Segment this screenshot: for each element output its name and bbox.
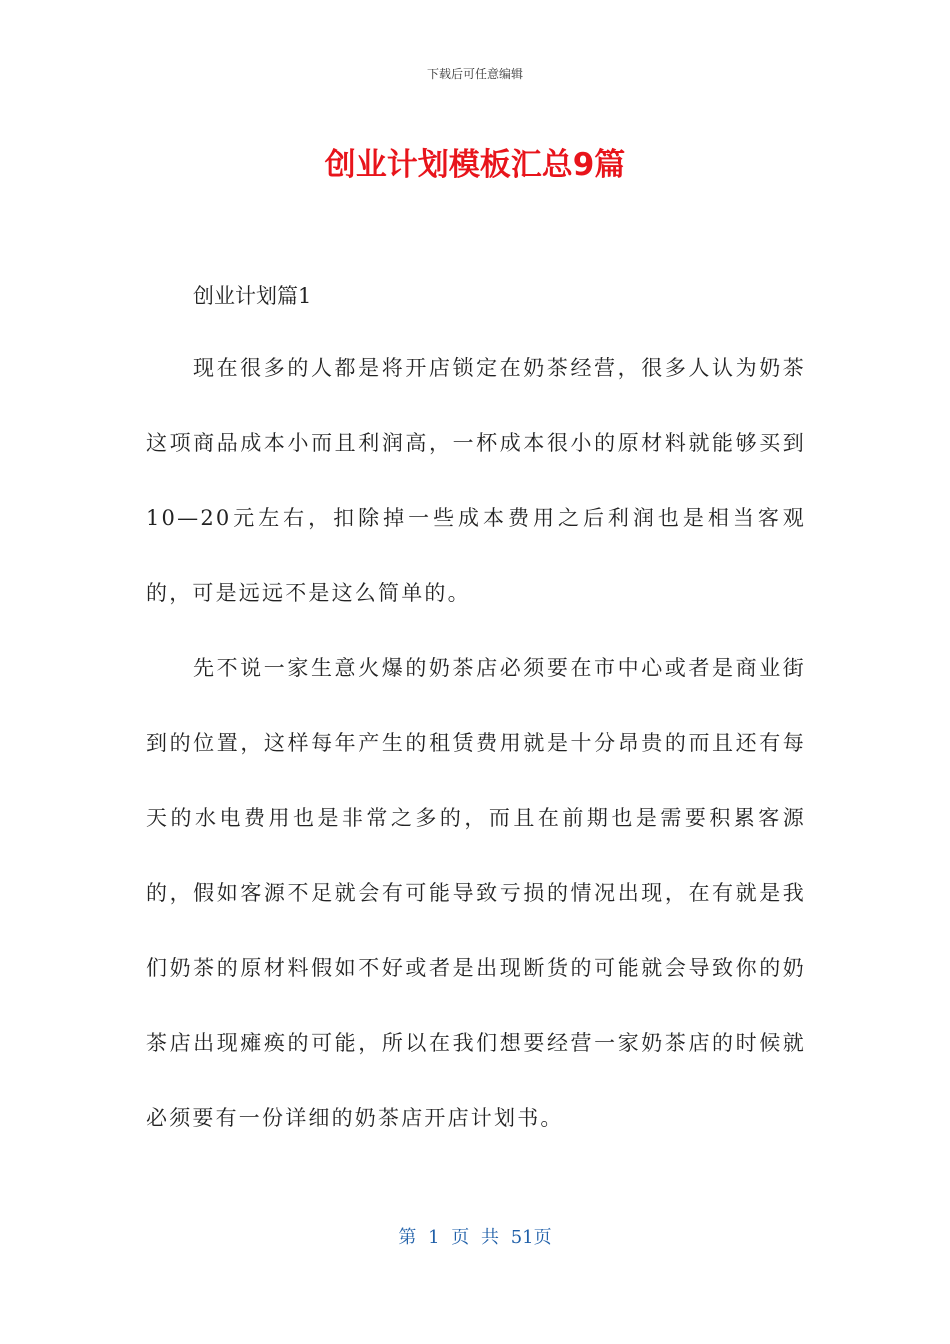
- section-heading: 创业计划篇1: [193, 284, 312, 308]
- page-number-footer: 第 1 页 共 51页: [398, 1227, 552, 1248]
- page-header-note: 下载后可任意编辑: [426, 67, 523, 81]
- document-title: 创业计划模板汇总9篇: [324, 147, 626, 183]
- paragraph-2: 先不说一家生意火爆的奶茶店必须要在市中心或者是商业街到的位置，这样每年产生的租赁费用就是十分昂贵的而且还有每天的水电费用也是非常之多的，而且在前期也是需要积累客源的，假如客源不足就会有可能导致亏损的情况出现，在有就是我们奶茶的原材料假如不好或者是出现断货的可能就会导致你的奶茶店出现瘫痪的可能，所以在我们想要经营一家奶茶店的时候就必须要有一份详细的奶茶店开店计划书。: [146, 656, 806, 1130]
- paragraph-1: 现在很多的人都是将开店锁定在奶茶经营，很多人认为奶茶这项商品成本小而且利润高，一杯成本很小的原材料就能够买到10—20元左右，扣除掉一些成本费用之后利润也是相当客观的，可是远远不是这么简单的。: [146, 356, 806, 605]
